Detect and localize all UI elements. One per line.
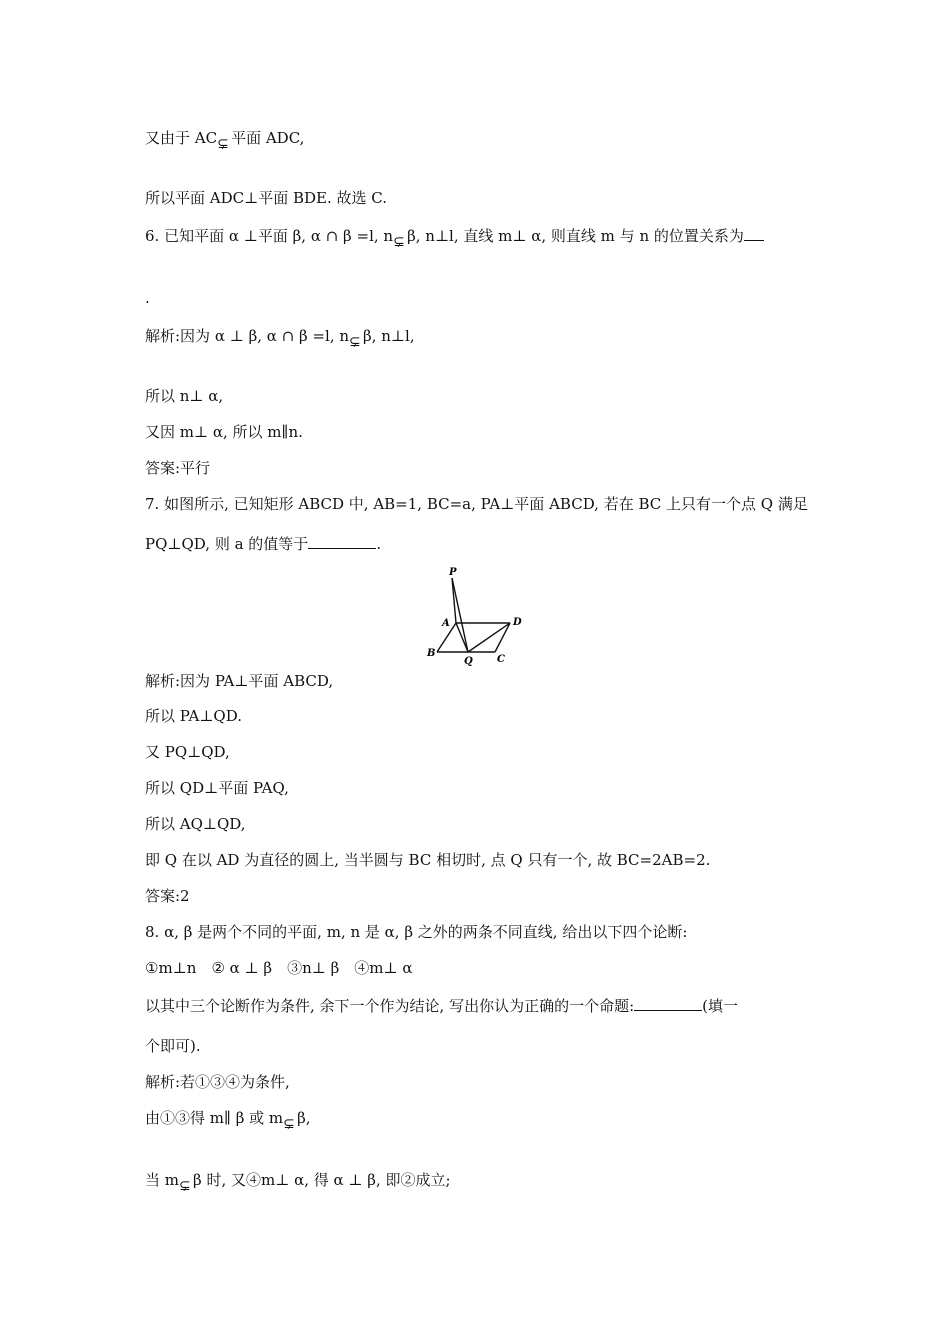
solution-line: 所以 n⊥ α, <box>145 387 224 405</box>
solution-line: 又 PQ⊥QD, <box>145 743 230 761</box>
question-8-options: ①m⊥n ② α ⊥ β ③n⊥ β ④m⊥ α <box>145 959 413 977</box>
edge-pq <box>452 578 468 652</box>
text-line: 又由于 AC ⊊ 平面 ADC, <box>145 129 305 152</box>
label-d: D <box>513 617 522 628</box>
solution-line: 解析:若①③④为条件, <box>145 1073 290 1091</box>
question-8: 8. α, β 是两个不同的平面, m, n 是 α, β 之外的两条不同直线, 给出以下四个论断: <box>145 923 688 941</box>
solution-line: 所以 QD⊥平面 PAQ, <box>145 779 289 797</box>
question-8-cont: 个即可). <box>145 1037 201 1055</box>
label-a: A <box>442 618 450 629</box>
solution-line: 由①③得 m∥ β 或 m ⊊ β, <box>145 1109 311 1132</box>
label-q: Q <box>464 656 473 667</box>
label-c: C <box>497 654 505 665</box>
geometry-figure-svg <box>425 563 527 667</box>
solution-line: 所以 AQ⊥QD, <box>145 815 246 833</box>
question-8-cont: 以其中三个论断作为条件, 余下一个作为结论, 写出你认为正确的一个命题: (填一 <box>145 997 738 1015</box>
subset-neq-symbol: ⊊ <box>217 136 229 152</box>
answer-blank <box>744 226 764 241</box>
question-7-cont: PQ⊥QD, 则 a 的值等于 . <box>145 535 382 553</box>
solution-line: 解析:因为 PA⊥平面 ABCD, <box>145 672 334 690</box>
solution-line: 解析:因为 α ⊥ β, α ∩ β =l, n ⊊ β, n⊥l, <box>145 327 415 350</box>
answer-line: 答案:平行 <box>145 459 211 477</box>
subset-neq-symbol: ⊊ <box>393 234 405 250</box>
label-b: B <box>427 648 436 659</box>
subset-neq-symbol: ⊊ <box>283 1116 295 1132</box>
answer-line: 答案:2 <box>145 887 190 905</box>
solution-line: 即 Q 在以 AD 为直径的圆上, 当半圆与 BC 相切时, 点 Q 只有一个, 故 BC=2AB=2. <box>145 851 711 869</box>
solution-line: 又因 m⊥ α, 所以 m∥n. <box>145 423 303 441</box>
text-line: . <box>145 289 150 307</box>
label-p: P <box>449 567 457 578</box>
solution-line: 所以 PA⊥QD. <box>145 707 242 725</box>
answer-blank <box>308 534 376 549</box>
answer-blank <box>634 996 702 1011</box>
solution-line: 当 m ⊊ β 时, 又④m⊥ α, 得 α ⊥ β, 即②成立; <box>145 1171 451 1194</box>
question-7: 7. 如图所示, 已知矩形 ABCD 中, AB=1, BC=a, PA⊥平面 ABCD, 若在 BC 上只有一个点 Q 满足 <box>145 495 808 513</box>
edge-qd <box>468 623 510 652</box>
question-6: 6. 已知平面 α ⊥平面 β, α ∩ β =l, n ⊊ β, n⊥l, 直线 m⊥ α, 则直线 m 与 n 的位置关系为 <box>145 226 764 246</box>
geometry-figure <box>425 563 527 667</box>
subset-neq-symbol: ⊊ <box>349 334 361 350</box>
text-line: 所以平面 ADC⊥平面 BDE. 故选 C. <box>145 189 387 207</box>
subset-neq-symbol: ⊊ <box>179 1178 191 1194</box>
